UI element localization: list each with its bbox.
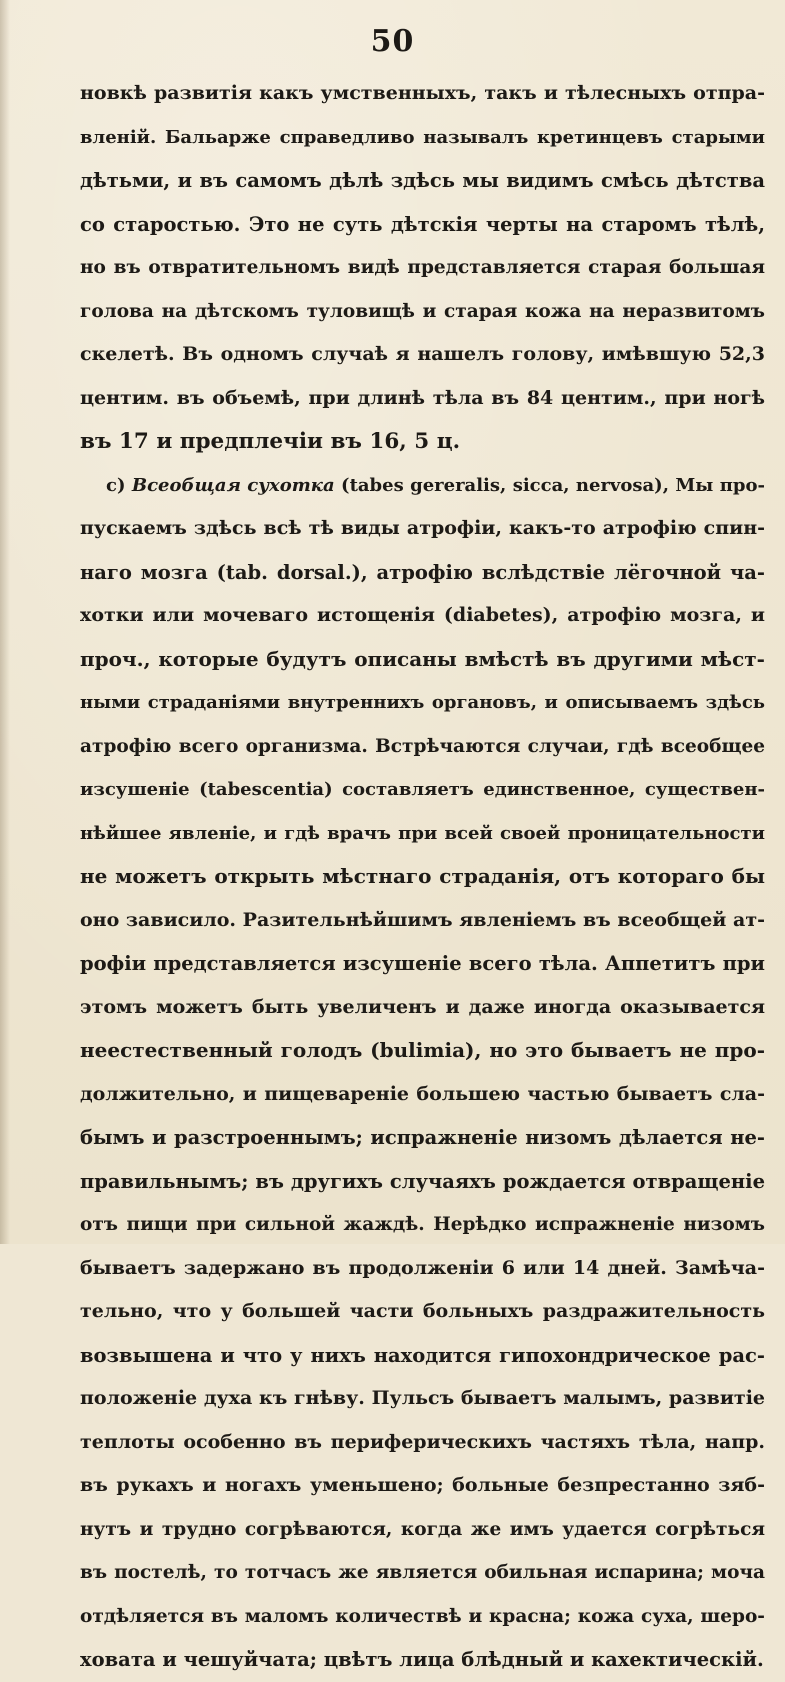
text-line: нѣйшее явленіе, и гдѣ врачъ при всей своей проницательности <box>80 822 765 844</box>
text-line: положеніе духа къ гнѣву. Пульсъ бываетъ малымъ, развитіе <box>80 1387 765 1409</box>
text-line: ховата и чешуйчата; цвѣтъ лица блѣдный и кахектическій. <box>80 1648 764 1671</box>
text-line: центим. въ объемѣ, при длинѣ тѣла въ 84 центим., при ногѣ <box>80 386 765 409</box>
text-line: изсушеніе (tabescentia) составляетъ единственное, существен- <box>80 779 765 800</box>
text-line: рофіи представляется изсушеніе всего тѣла. Аппетитъ при <box>80 952 765 975</box>
body-text <box>80 72 765 1682</box>
text-line: должительно, и пищевареніе большею частью бываетъ сла- <box>80 1082 765 1105</box>
text-line: скелетѣ. Въ одномъ случаѣ я нашелъ голову, имѣвшую 52,3 <box>80 343 765 365</box>
text-line: вленій. Бальарже справедливо называлъ кретинцевъ старыми <box>80 126 765 148</box>
text-line: не можетъ открыть мѣстнаго страданія, отъ котораго бы <box>80 864 765 888</box>
text-line: бываетъ задержано въ продолженіи 6 или 14 дней. Замѣча- <box>80 1256 765 1279</box>
text-line: оно зависило. Разительнѣйшимъ явленіемъ въ всеобщей ат- <box>80 908 765 931</box>
text-line: ными страданіями внутреннихъ органовъ, и описываемъ здѣсь <box>80 692 765 713</box>
text-line: тельно, что у большей части больныхъ раздражительность <box>80 1300 765 1322</box>
text-line: отъ пищи при сильной жаждѣ. Нерѣдко испражненіе низомъ <box>80 1214 765 1235</box>
page-number: 50 <box>370 24 415 59</box>
text-line: правильнымъ; въ другихъ случаяхъ рождается отвращеніе <box>80 1169 765 1193</box>
page-edge-shadow <box>0 0 10 1244</box>
text-line: теплоты особенно въ периферическихъ частяхъ тѣла, напр. <box>80 1430 765 1453</box>
text-line: пускаемъ здѣсь всѣ тѣ виды атрофіи, какъ-то атрофію спин- <box>80 517 765 539</box>
section-title: Всеобщая сухотка <box>131 474 335 496</box>
text-line: возвышена и что у нихъ находится гипохондрическое рас- <box>80 1343 765 1367</box>
text-line: новкѣ развитія какъ умственныхъ, такъ и тѣлесныхъ отпра- <box>80 82 765 104</box>
section-marker: c) <box>106 474 126 496</box>
text-line: голова на дѣтскомъ туловищѣ и старая кожа на неразвитомъ <box>80 300 765 322</box>
section-heading-rest: (tabes gereralis, sicca, nervosa), Мы про- <box>341 474 765 496</box>
text-line: отдѣляется въ маломъ количествѣ и красна; кожа суха, шеро- <box>80 1605 765 1627</box>
text-line: въ 17 и предплечіи въ 16, 5 ц. <box>80 429 461 454</box>
text-line: хотки или мочеваго истощенія (diabetes), атрофію мозга, и <box>80 604 765 626</box>
text-line: неестественный голодъ (bulimia), но это бываетъ не про- <box>80 1038 765 1062</box>
text-line: дѣтьми, и въ самомъ дѣлѣ здѣсь мы видимъ смѣсь дѣтства <box>80 169 765 192</box>
section-heading-line <box>80 464 765 508</box>
text-line: но въ отвратительномъ видѣ представляется старая большая <box>80 257 765 278</box>
text-line: наго мозга (tab. dorsal.), атрофію вслѣдствіе лёгочной ча- <box>80 560 765 584</box>
text-line: нутъ и трудно согрѣваются, когда же имъ удается согрѣться <box>80 1518 765 1540</box>
text-line: со старостью. Это не суть дѣтскія черты на старомъ тѣлѣ, <box>80 212 765 236</box>
text-line: бымъ и разстроеннымъ; испражненіе низомъ дѣлается не- <box>80 1126 765 1149</box>
text-line: въ рукахъ и ногахъ уменьшено; больные безпрестанно зяб- <box>80 1474 765 1496</box>
text-line: проч., которые будутъ описаны вмѣстѣ въ другими мѣст- <box>80 646 765 671</box>
text-line: этомъ можетъ быть увеличенъ и даже иногда оказывается <box>80 995 765 1018</box>
text-line: атрофію всего организма. Встрѣчаются случаи, гдѣ всеобщее <box>80 735 765 757</box>
text-line: въ постелѣ, то тотчасъ же является обильная испарина; моча <box>80 1562 765 1583</box>
